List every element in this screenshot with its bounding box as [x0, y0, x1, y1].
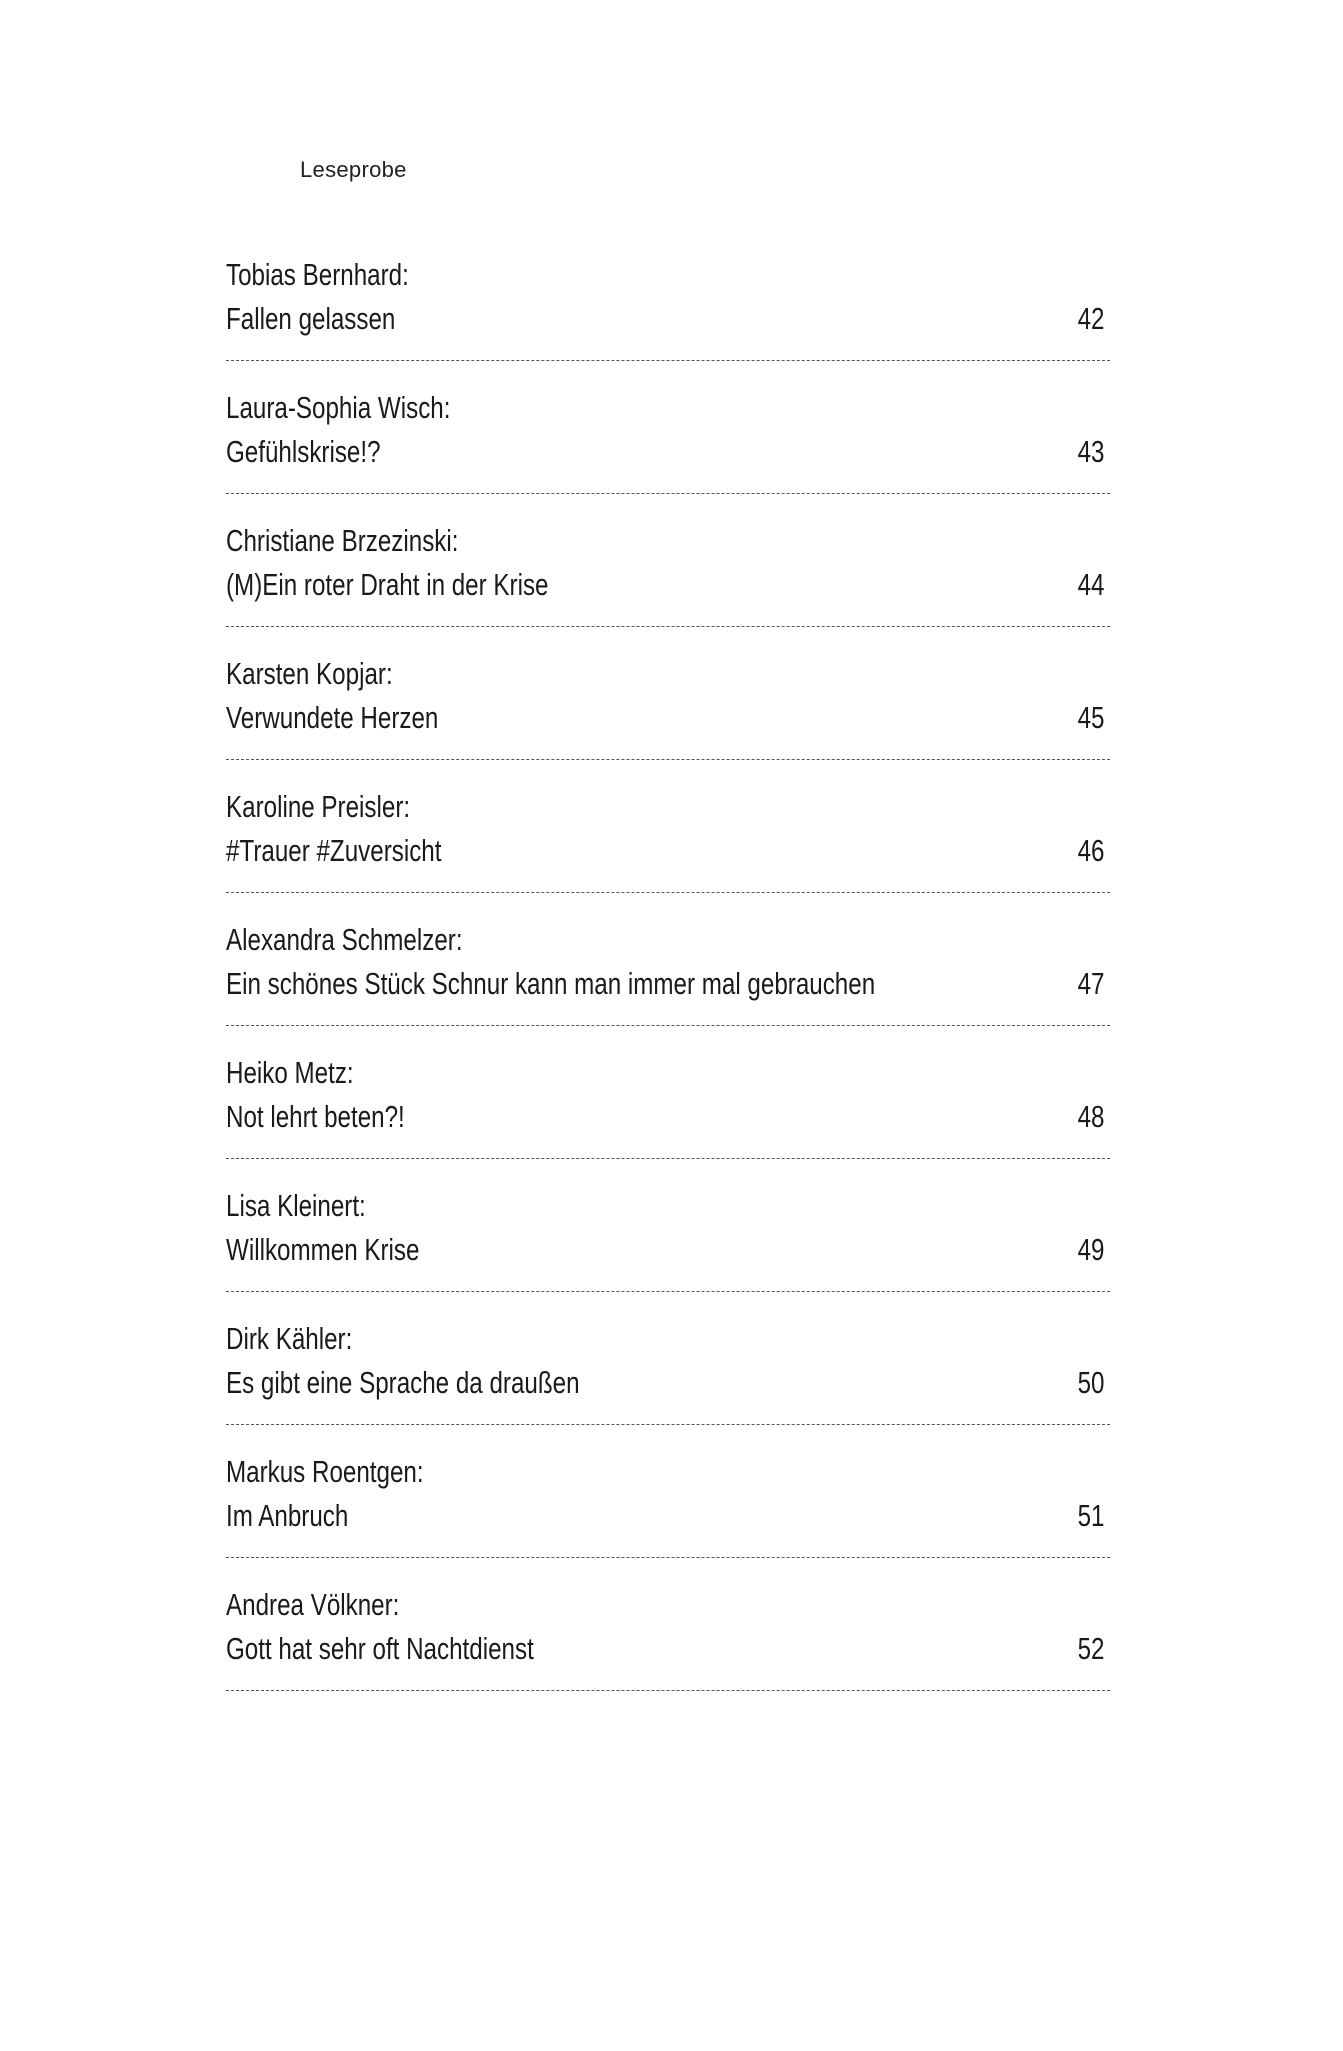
toc-title: #Trauer #Zuversicht: [226, 833, 442, 868]
toc-entry: [226, 1587, 1110, 1720]
toc-page-number: 42: [1077, 301, 1104, 336]
dashed-divider: [226, 1424, 1110, 1425]
toc-entry: [226, 1321, 1110, 1454]
toc-title: Not lehrt beten?!: [226, 1099, 405, 1134]
toc-page-number: 45: [1077, 700, 1104, 735]
toc-title: (M)Ein roter Draht in der Krise: [226, 567, 549, 602]
toc-page-number: 47: [1077, 966, 1104, 1001]
running-header: Leseprobe: [300, 157, 407, 182]
toc-author: Markus Roentgen:: [226, 1454, 424, 1489]
toc-author: Laura-Sophia Wisch:: [226, 390, 451, 425]
toc-entry: [226, 390, 1110, 523]
toc-author: Karsten Kopjar:: [226, 656, 393, 691]
toc-title: Gefühlskrise!?: [226, 434, 381, 469]
toc-entry: [226, 1188, 1110, 1321]
toc-page-number: 48: [1077, 1099, 1104, 1134]
toc-title: Willkommen Krise: [226, 1232, 420, 1267]
toc-title: Es gibt eine Sprache da draußen: [226, 1365, 580, 1400]
toc-page-number: 43: [1077, 434, 1104, 469]
dashed-divider: [226, 1291, 1110, 1292]
toc-author: Andrea Völkner:: [226, 1587, 400, 1622]
toc-page-number: 51: [1077, 1498, 1104, 1533]
toc-entry: [226, 1454, 1110, 1587]
toc-title: Im Anbruch: [226, 1498, 349, 1533]
toc-entry: [226, 656, 1110, 789]
toc-entry: [226, 1055, 1110, 1188]
toc-entry: [226, 257, 1110, 390]
toc-author: Tobias Bernhard:: [226, 257, 409, 292]
toc-author: Dirk Kähler:: [226, 1321, 353, 1356]
toc-title: Gott hat sehr oft Nachtdienst: [226, 1631, 534, 1666]
dashed-divider: [226, 892, 1110, 893]
toc-page-number: 46: [1077, 833, 1104, 868]
toc-page-number: 49: [1077, 1232, 1104, 1267]
toc-title: Ein schönes Stück Schnur kann man immer mal gebrauchen: [226, 966, 876, 1001]
dashed-divider: [226, 493, 1110, 494]
toc-page-number: 52: [1077, 1631, 1104, 1666]
dashed-divider: [226, 1690, 1110, 1691]
dashed-divider: [226, 1158, 1110, 1159]
toc-author: Karoline Preisler:: [226, 789, 411, 824]
dashed-divider: [226, 1557, 1110, 1558]
toc-author: Christiane Brzezinski:: [226, 523, 459, 558]
toc-author: Lisa Kleinert:: [226, 1188, 366, 1223]
toc-entry: [226, 523, 1110, 656]
toc-entry: [226, 789, 1110, 922]
dashed-divider: [226, 1025, 1110, 1026]
toc-title: Verwundete Herzen: [226, 700, 439, 735]
table-of-contents: [226, 257, 1110, 1720]
dashed-divider: [226, 626, 1110, 627]
dashed-divider: [226, 759, 1110, 760]
toc-entry: [226, 922, 1110, 1055]
toc-author: Alexandra Schmelzer:: [226, 922, 463, 957]
toc-title: Fallen gelassen: [226, 301, 396, 336]
toc-page-number: 50: [1077, 1365, 1104, 1400]
toc-author: Heiko Metz:: [226, 1055, 354, 1090]
toc-page-number: 44: [1077, 567, 1104, 602]
dashed-divider: [226, 360, 1110, 361]
